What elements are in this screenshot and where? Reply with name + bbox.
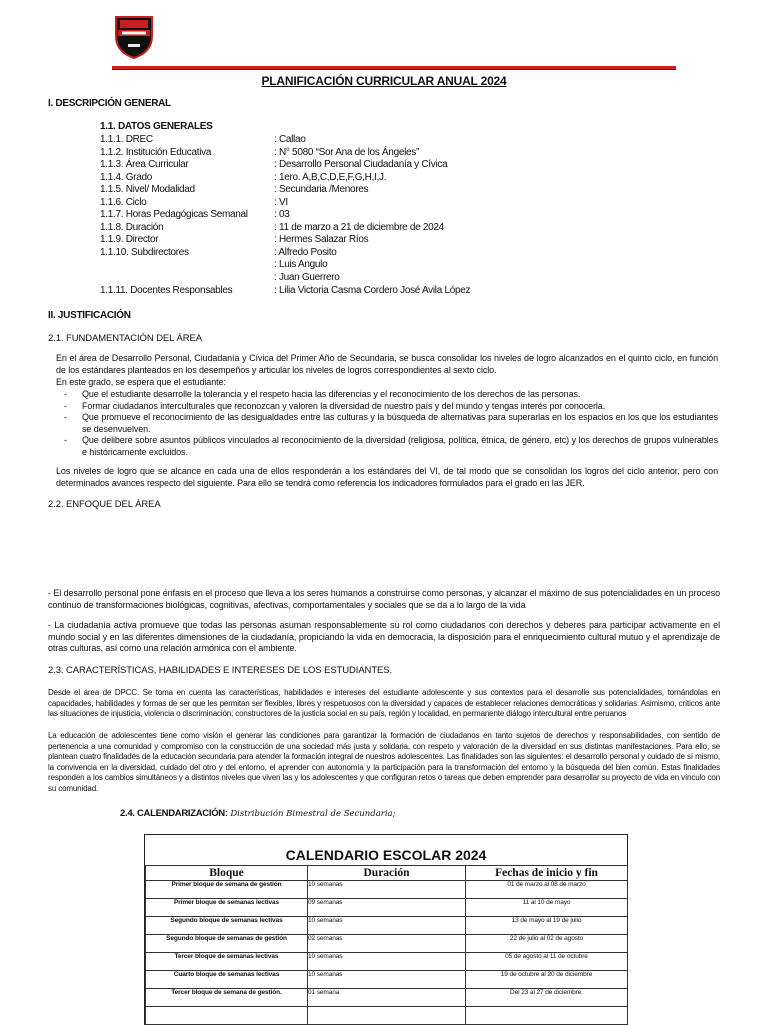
dg-value: : 11 de marzo a 21 de diciembre de 2024 bbox=[274, 221, 444, 233]
dg-value: : Luis Angulo bbox=[274, 259, 328, 270]
cell-fechas: Del 23 al 27 de diciembre. bbox=[466, 989, 628, 1007]
dg-label: 1.1.4. Grado bbox=[100, 171, 152, 183]
cell-duracion: 09 semanas bbox=[308, 899, 466, 917]
enfoque-paragraph-2: - La ciudadanía activa promueve que todas las personas asuman responsablemente su rol como ciudadanos con derechos y deberes para participar activamente en el mundo social y en las diferentes dimensiones de la ciudadanía, propiciando la vida en democracia, la disposición para el enriquecimiento cultural mutuo y el aprendizaje de otras culturas, así como una relación armónica con el ambiente. bbox=[48, 620, 720, 653]
caracteristicas-paragraph-1: Desde el área de DPCC. Se toma en cuenta las características, habilidades e intereses del estudiante adolescente y sus contextos para el desarrolle sus potencialidades, tornándolas en capacidades, habilidades y formas de ser que les permitan ser flexibles, libres y respetuosos con la diversidad y capaces de establecer relaciones democráticas y solidarias. Asimismo, críticos ante las situaciones de injusticia, violencia o discriminación; constructores de la justicia social en su país, región y localidad, en permanente diálogo intercultural entre peruanos bbox=[48, 688, 720, 718]
table-row bbox=[146, 881, 628, 899]
document-title: PLANIFICACIÓN CURRICULAR ANUAL 2024 bbox=[261, 74, 507, 88]
table-row bbox=[146, 1007, 628, 1025]
fundamentacion-closing: Los niveles de logro que se alcance en cada una de ellos responderán a los estándares del VI, de tal modo que se consolidan los logros del ciclo anterior, pero con determinados avances respecto del siguiente. Para ello se tendrá como referencia los indicadores formulados para el grado en las JER. bbox=[56, 466, 718, 488]
list-item: - Formar ciudadanos interculturales que reconozcan y valoren la diversidad de nuestro país y del mundo y tengas interés por conocerla. bbox=[64, 400, 606, 411]
dg-value: : Callao bbox=[274, 134, 306, 145]
dg-value: : 03 bbox=[274, 209, 290, 220]
cell-fechas: 11 al 10 de mayo bbox=[466, 899, 628, 917]
calendarizacion-note: Distribución Bimestral de Secundaria; bbox=[230, 809, 396, 819]
dg-value: : Desarrollo Personal Ciudadanía y Cívica bbox=[274, 159, 448, 170]
cell-bloque: Cuarto bloque de semanas lectivas bbox=[146, 971, 308, 989]
dg-label: 1.1.8. Duración bbox=[100, 221, 164, 233]
dg-value: : Juan Guerrero bbox=[274, 271, 340, 283]
datos-generales-heading: 1.1. DATOS GENERALES bbox=[100, 121, 213, 132]
cell-bloque: Segundo bloque de semanas de gestión bbox=[146, 935, 308, 953]
dg-label: 1.1.10. Subdirectores bbox=[100, 246, 189, 258]
cell-duracion: 02 semanas bbox=[308, 935, 466, 953]
cell-duracion: 10 semanas bbox=[308, 971, 466, 989]
dg-value: : N° 5080 “Sor Ana de los Ángeles” bbox=[274, 146, 420, 158]
cell-duracion: 10 semanas bbox=[308, 917, 466, 935]
dg-label: 1.1.1. DREC bbox=[100, 134, 153, 145]
table-row bbox=[146, 899, 628, 917]
enfoque-paragraph-1: - El desarrollo personal pone énfasis en el proceso que lleva a los seres humanos a construirse como personas, y alcanzar el máximo de sus potencialidades en un proceso continuo de transformaciones biológicas, cognitivas, afectivas, comportamentales y sociales que se da a lo largo de la vida bbox=[48, 588, 720, 610]
dg-label: 1.1.5. Nivel/ Modalidad bbox=[100, 184, 195, 195]
cell-duracion bbox=[308, 1007, 466, 1025]
fundamentacion-heading: 2.1. FUNDAMENTACIÓN DEL ÁREA bbox=[48, 333, 202, 344]
table-row bbox=[146, 917, 628, 935]
cell-duracion: 10 semanas bbox=[308, 953, 466, 971]
dg-label: 1.1.11. Docentes Responsables bbox=[100, 284, 233, 296]
table-header-row bbox=[146, 866, 628, 881]
table-row bbox=[146, 935, 628, 953]
dg-value: : 1ero. A,B,C,D,E,F,G,H,I,J. bbox=[274, 171, 387, 183]
dg-value: : Alfredo Posito bbox=[274, 246, 337, 258]
caracteristicas-heading: 2.3. CARACTERÍSTICAS, HABILIDADES E INTERESES DE LOS ESTUDIANTES. bbox=[48, 665, 393, 676]
cell-duracion: 10 semanas bbox=[308, 881, 466, 899]
cell-bloque bbox=[146, 1007, 308, 1025]
calendarizacion-label: 2.4. CALENDARIZACIÓN: bbox=[120, 808, 228, 819]
header-dark-rule bbox=[112, 69, 676, 70]
list-item-text: Que promueve el reconocimiento de las desigualdades entre las culturas y la búsqueda de alternativas para superarlas en los espacios en los que los estudiantes se desenvuelven. bbox=[82, 412, 718, 434]
dg-label: 1.1.3. Área Curricular bbox=[100, 159, 189, 170]
cell-duracion: 01 semana bbox=[308, 989, 466, 1007]
section-2-heading: II. JUSTIFICACIÓN bbox=[48, 310, 131, 321]
cell-fechas: 22 de julio al 02 de agosto bbox=[466, 935, 628, 953]
cell-bloque: Primer bloque de semanas lectivas bbox=[146, 899, 308, 917]
cell-bloque: Primer bloque de semana de gestión bbox=[146, 881, 308, 899]
cell-fechas bbox=[466, 1007, 628, 1025]
school-calendar bbox=[144, 834, 628, 1025]
column-header-duracion: Duración bbox=[308, 866, 466, 881]
cell-fechas: 05 de agosto al 11 de octubre bbox=[466, 953, 628, 971]
list-item: - Que promueve el reconocimiento de las desigualdades entre las culturas y la búsqueda de alternativas para superarlas en los espacios en los que los estudiantes se desenvuelven. bbox=[64, 412, 718, 434]
column-header-bloque: Bloque bbox=[146, 866, 308, 881]
dg-label: 1.1.2. Institución Educativa bbox=[100, 146, 212, 158]
table-row bbox=[146, 971, 628, 989]
list-item-text: Que delibere sobre asuntos públicos vinculados al reconocimiento de la diversidad (religiosa, política, étnica, de género, etc) y los derechos de grupos vulnerables e históricamente excluidos. bbox=[82, 435, 718, 457]
list-item: - Que el estudiante desarrolle la tolerancia y el respeto hacia las diferencias y el reconocimiento de los derechos de las personas. bbox=[64, 389, 581, 399]
objectives-list bbox=[64, 389, 718, 458]
cell-bloque: Segundo bloque de semanas lectivas bbox=[146, 917, 308, 935]
calendar-table bbox=[145, 865, 628, 1025]
enfoque-heading: 2.2. ENFOQUE DEL ÁREA bbox=[48, 499, 161, 510]
school-crest-logo bbox=[112, 14, 156, 60]
calendar-title: CALENDARIO ESCOLAR 2024 bbox=[285, 847, 487, 863]
dg-value: : VI bbox=[274, 196, 288, 208]
cell-fechas: 13 de mayo al 19 de julio bbox=[466, 917, 628, 935]
cell-fechas: 19 de octubre al 20 de diciembre bbox=[466, 971, 628, 989]
table-row bbox=[146, 953, 628, 971]
fundamentacion-intro: En el área de Desarrollo Personal, Ciudadanía y Cívica del Primer Año de Secundaria, se busca consolidar los niveles de logro alcanzados en el quinto ciclo, en función de los estándares planteados en los desempeños y articular los niveles de logros correspondientes al sexto ciclo. bbox=[56, 353, 718, 375]
cell-fechas: 01 de marzo al 08 de marzo bbox=[466, 881, 628, 899]
section-1-heading: I. DESCRIPCIÓN GENERAL bbox=[48, 98, 171, 109]
fundamentacion-intro-2: En este grado, se espera que el estudiante: bbox=[56, 377, 226, 387]
dg-value: : Secundaria /Menores bbox=[274, 184, 369, 195]
dg-label: 1.1.7. Horas Pedagógicas Semanal bbox=[100, 209, 248, 220]
caracteristicas-paragraph-2: La educación de adolescentes tiene como visión el generar las condiciones para garantizar la formación de ciudadanos en tanto sujetos de derechos y responsabilidades, con sentido de pertenencia a una comunidad y compromiso con la construcción de una sociedad más justa y solidaria, con respeto y valoración de la diversidad en sus distintas manifestaciones. Para ello, se plantean cuatro finalidades de la educación secundaria para atender la formación integral de nuestros adolescentes. Las finalidades son las siguientes: el desarrollo personal y cuidado de sí mismo, la convivencia en la diversidad, cuidado del otro y del entorno, el aprender con autonomía y la participación para la transformación del entorno y la búsqueda del bien común. Estas finalidades responden a los cambios simultáneos y a distintos niveles que viven las y los adolescentes y que configuran retos o tareas que deben emprender para desarrollar su proyecto de vida en vínculo con su comunidad. bbox=[48, 731, 720, 793]
dg-label: 1.1.6. Ciclo bbox=[100, 196, 147, 208]
list-item-text: Que el estudiante desarrolle la tolerancia y el respeto hacia las diferencias y el reconocimiento de los derechos de las personas. bbox=[82, 389, 581, 399]
cell-bloque: Tercer bloque de semanas lectivas bbox=[146, 953, 308, 971]
dg-label: 1.1.9. Director bbox=[100, 234, 159, 245]
list-item-text: Formar ciudadanos interculturales que reconozcan y valoren la diversidad de nuestro país y del mundo y tengas interés por conocerla. bbox=[82, 400, 606, 411]
dg-value: : Hermes Salazar Ríos bbox=[274, 234, 369, 245]
dg-value: : Lilia Victoria Casma Cordero José Avila López bbox=[274, 284, 471, 296]
calendarizacion-heading bbox=[120, 808, 395, 819]
table-row bbox=[146, 989, 628, 1007]
cell-bloque: Tercer bloque de semana de gestión. bbox=[146, 989, 308, 1007]
list-item: - Que delibere sobre asuntos públicos vinculados al reconocimiento de la diversidad (religiosa, política, étnica, de género, etc) y los derechos de grupos vulnerables e históricamente excluidos. bbox=[64, 435, 718, 457]
column-header-fechas: Fechas de inicio y fin bbox=[466, 866, 628, 881]
